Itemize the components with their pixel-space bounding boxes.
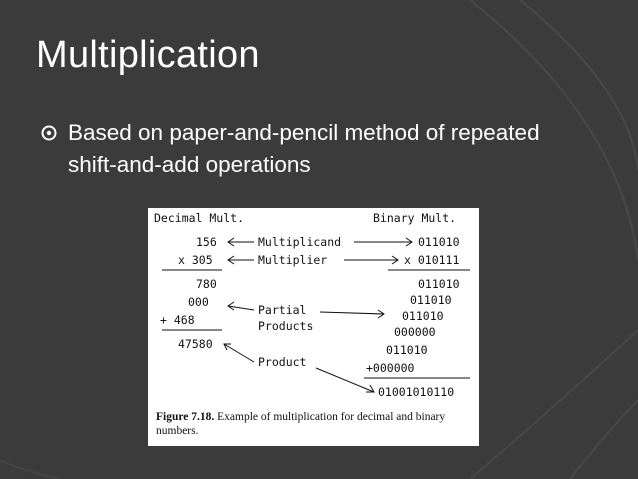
decimal-partial-2: 000 xyxy=(188,295,209,309)
arrow-product-left xyxy=(224,344,254,362)
binary-partial-3: 011010 xyxy=(402,309,444,323)
binary-multiplicand: 011010 xyxy=(418,235,460,249)
multiplication-figure xyxy=(148,208,479,446)
binary-partial-6: +000000 xyxy=(366,361,415,375)
binary-partial-4: 000000 xyxy=(394,325,436,339)
label-multiplicand: Multiplicand xyxy=(258,235,342,249)
binary-heading: Binary Mult. xyxy=(373,211,457,225)
label-multiplier: Multiplier xyxy=(258,253,328,267)
figure-caption xyxy=(156,410,474,438)
slide-title: Multiplication xyxy=(36,34,260,76)
caption-text: Example of multiplication for decimal and binary numbers. xyxy=(156,411,446,437)
arrow-partial-right xyxy=(320,312,384,314)
binary-partial-5: 011010 xyxy=(386,343,428,357)
decimal-heading: Decimal Mult. xyxy=(154,211,245,225)
decimal-multiplicand: 156 xyxy=(196,235,217,249)
caption-label: Figure 7.18. xyxy=(156,411,215,423)
hollow-circle-bullet-icon xyxy=(40,124,58,142)
label-product: Product xyxy=(258,355,307,369)
binary-partial-2: 011010 xyxy=(410,293,452,307)
bullet-text: Based on paper-and-pencil method of repeated shift-and-add operations xyxy=(68,120,540,177)
label-partial: Partial xyxy=(258,303,307,317)
decimal-partial-3: + 468 xyxy=(160,313,195,327)
binary-multiplier: x 010111 xyxy=(404,253,460,267)
decimal-product: 47580 xyxy=(178,337,213,351)
binary-product: 01001010110 xyxy=(378,385,455,399)
decimal-partial-1: 780 xyxy=(196,277,217,291)
label-products: Products xyxy=(258,319,314,333)
arrowhead-product-right xyxy=(366,385,374,392)
binary-partial-1: 011010 xyxy=(418,277,460,291)
decimal-multiplier: x 305 xyxy=(178,253,213,267)
